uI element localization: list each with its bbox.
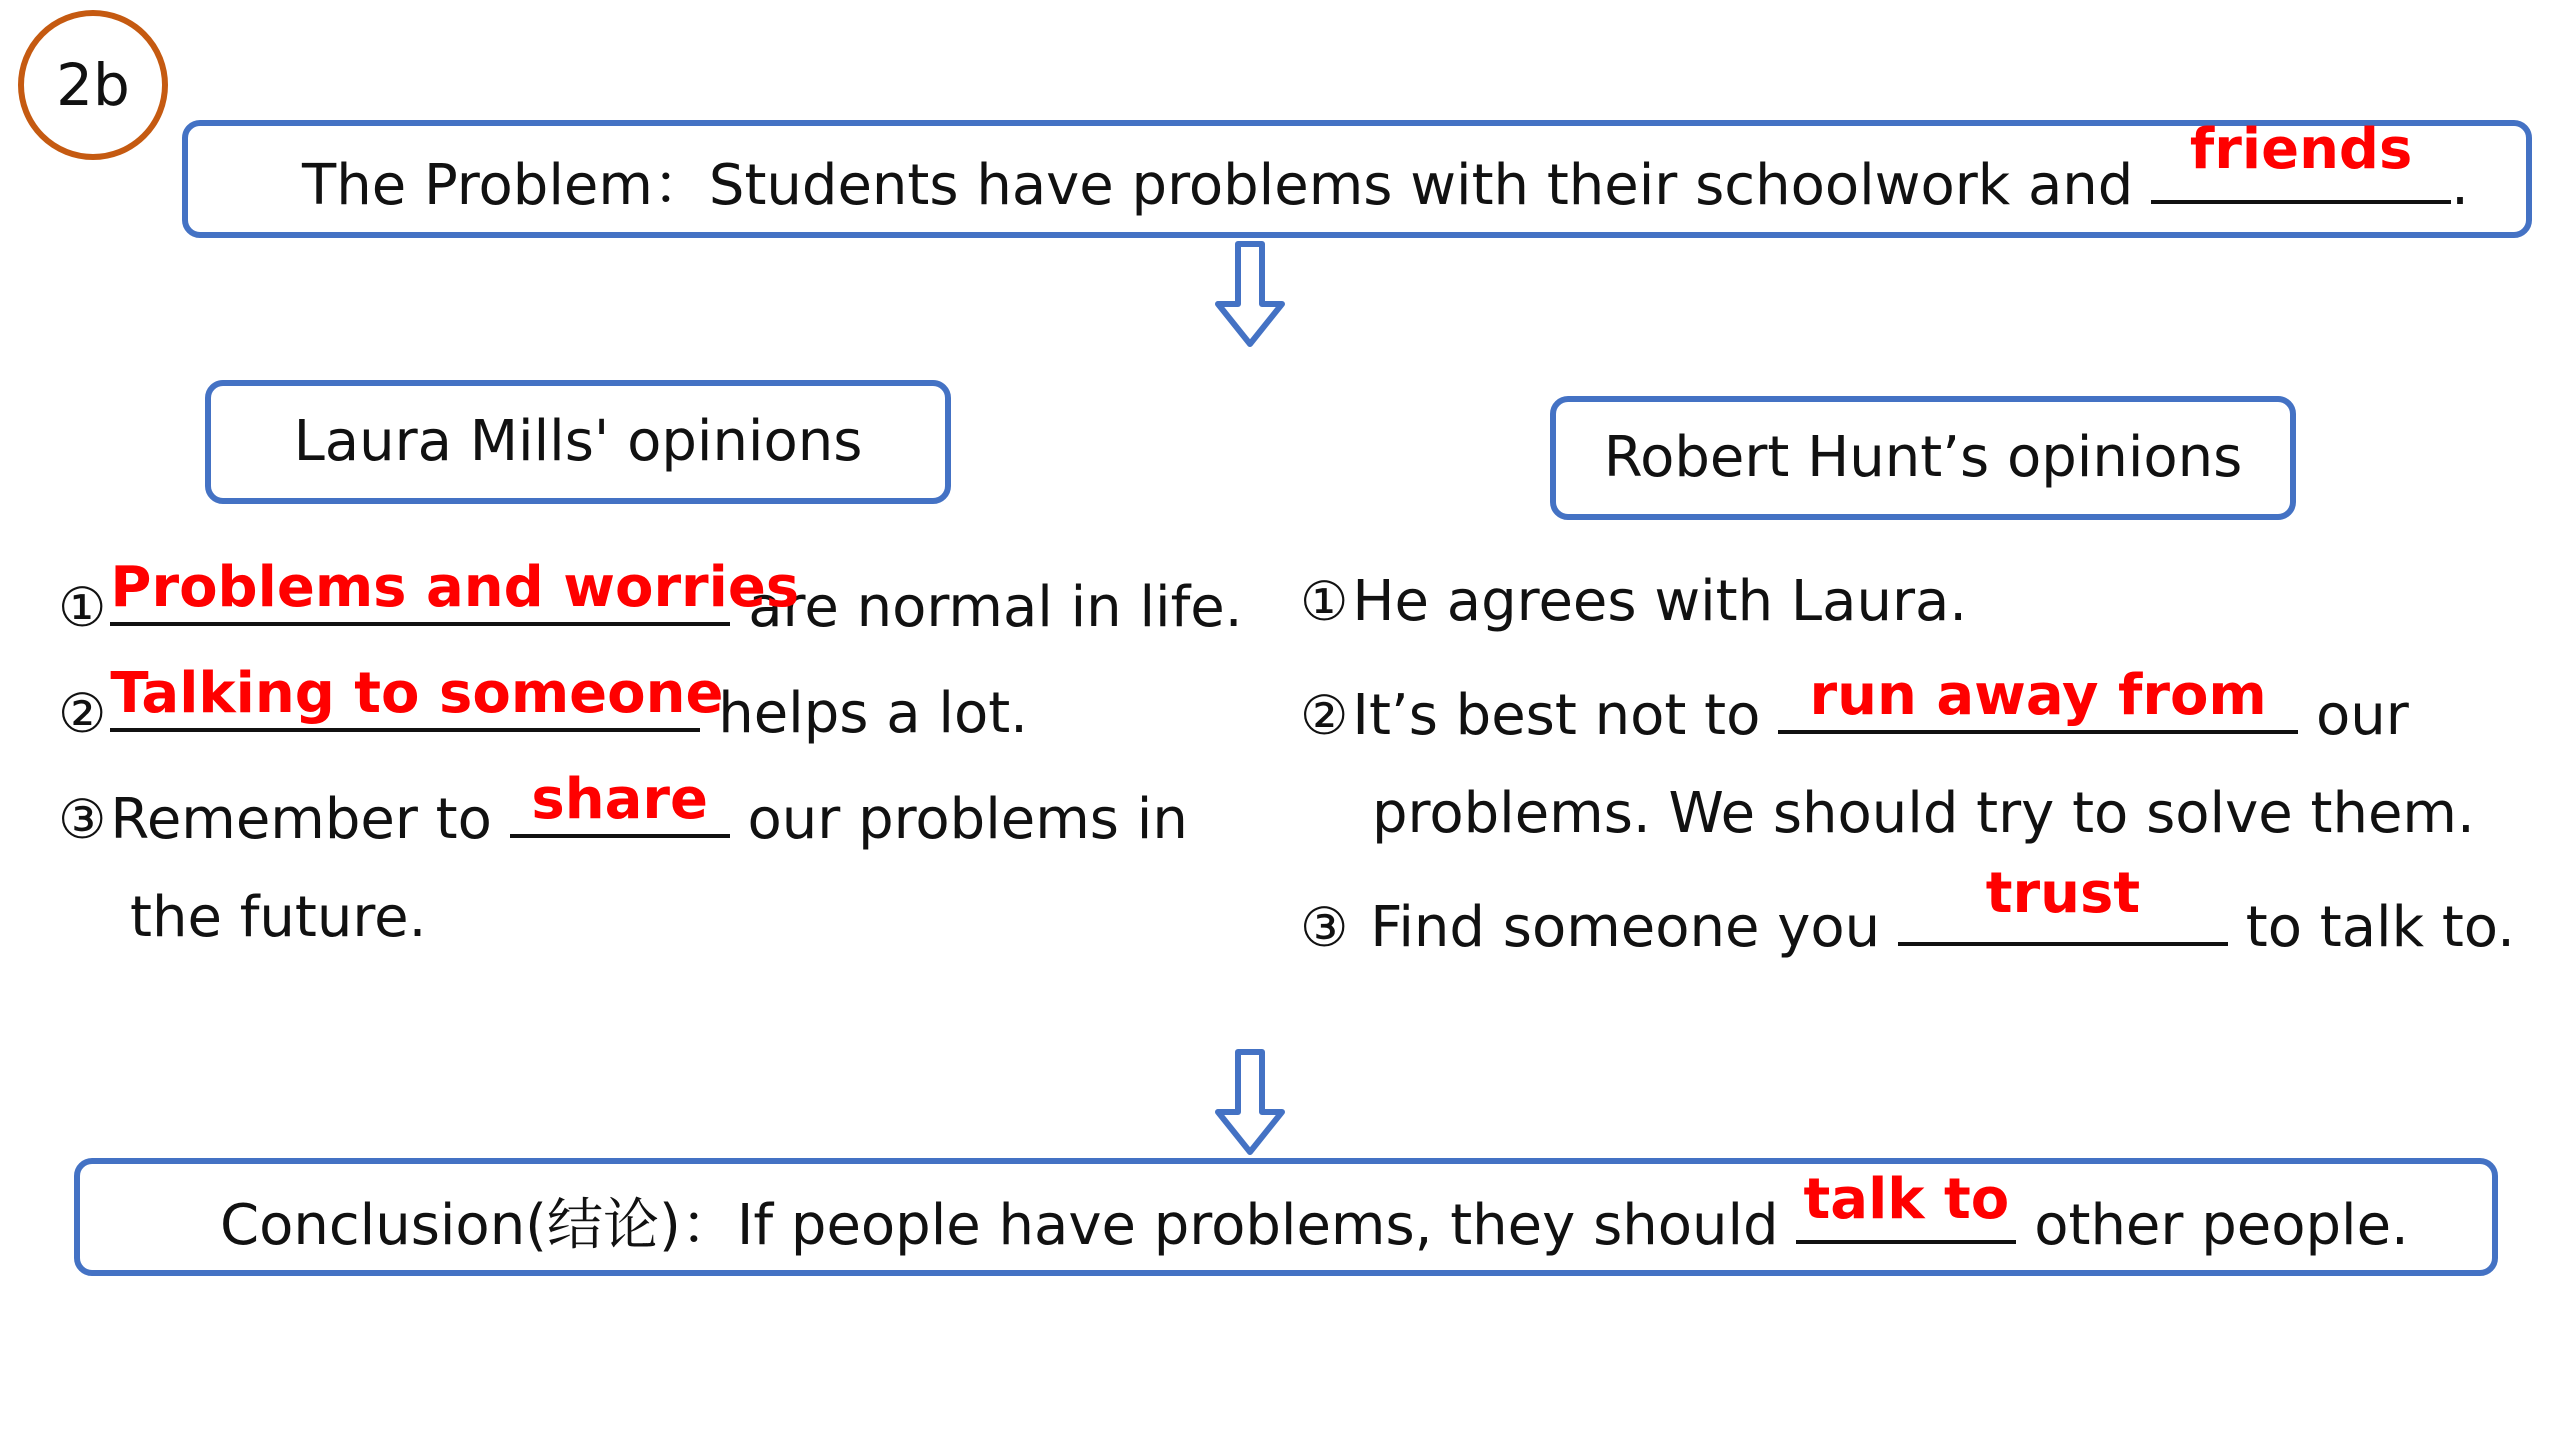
laura-item-3: ③Remember to share our problems in — [58, 767, 1188, 852]
laura-answer-1: Problems and worries — [110, 555, 800, 620]
robert-heading: Robert Hunt’s opinions — [1603, 425, 2243, 490]
problem-answer: friends — [2189, 117, 2413, 182]
down-arrow-icon — [1210, 1048, 1290, 1158]
conclusion-suffix: other people. — [2034, 1193, 2409, 1258]
robert-item-3: ③ Find someone you trust to talk to. — [1300, 861, 2515, 960]
conclusion-answer: talk to — [1803, 1167, 2010, 1232]
robert-answer-3: trust — [1985, 861, 2141, 926]
laura-item-3-cont: the future. — [130, 885, 427, 950]
laura-blank-1 — [110, 555, 800, 626]
laura-heading: Laura Mills' opinions — [293, 409, 863, 474]
problem-text: The Problem：Students have problems with their schoolwork and — [302, 153, 2134, 218]
robert-blank-2 — [1778, 663, 2298, 734]
laura-answer-2: Talking to someone — [110, 661, 724, 726]
robert-item-1: ①He agrees with Laura. — [1300, 569, 1968, 634]
robert-item-2: ②It’s best not to run away from our — [1300, 663, 2409, 748]
problem-blank — [2151, 117, 2451, 204]
laura-answer-3: share — [531, 767, 708, 832]
laura-blank-3 — [510, 767, 730, 838]
section-badge: 2b — [18, 10, 168, 160]
robert-item-2-cont: problems. We should try to solve them. — [1372, 781, 2475, 846]
conclusion-text: Conclusion(结论)：If people have problems, they should — [220, 1193, 1779, 1258]
down-arrow-icon — [1210, 240, 1290, 350]
conclusion-line — [220, 1167, 2409, 1258]
problem-line — [302, 117, 2469, 218]
laura-item-2: ② Talking to someone helps a lot. — [58, 661, 1028, 746]
conclusion-blank — [1796, 1167, 2016, 1244]
problem-suffix: . — [2451, 153, 2469, 218]
robert-blank-3 — [1898, 861, 2228, 946]
robert-answer-2: run away from — [1809, 663, 2267, 728]
laura-item-1: ① Problems and worries are normal in life. — [58, 555, 1243, 640]
